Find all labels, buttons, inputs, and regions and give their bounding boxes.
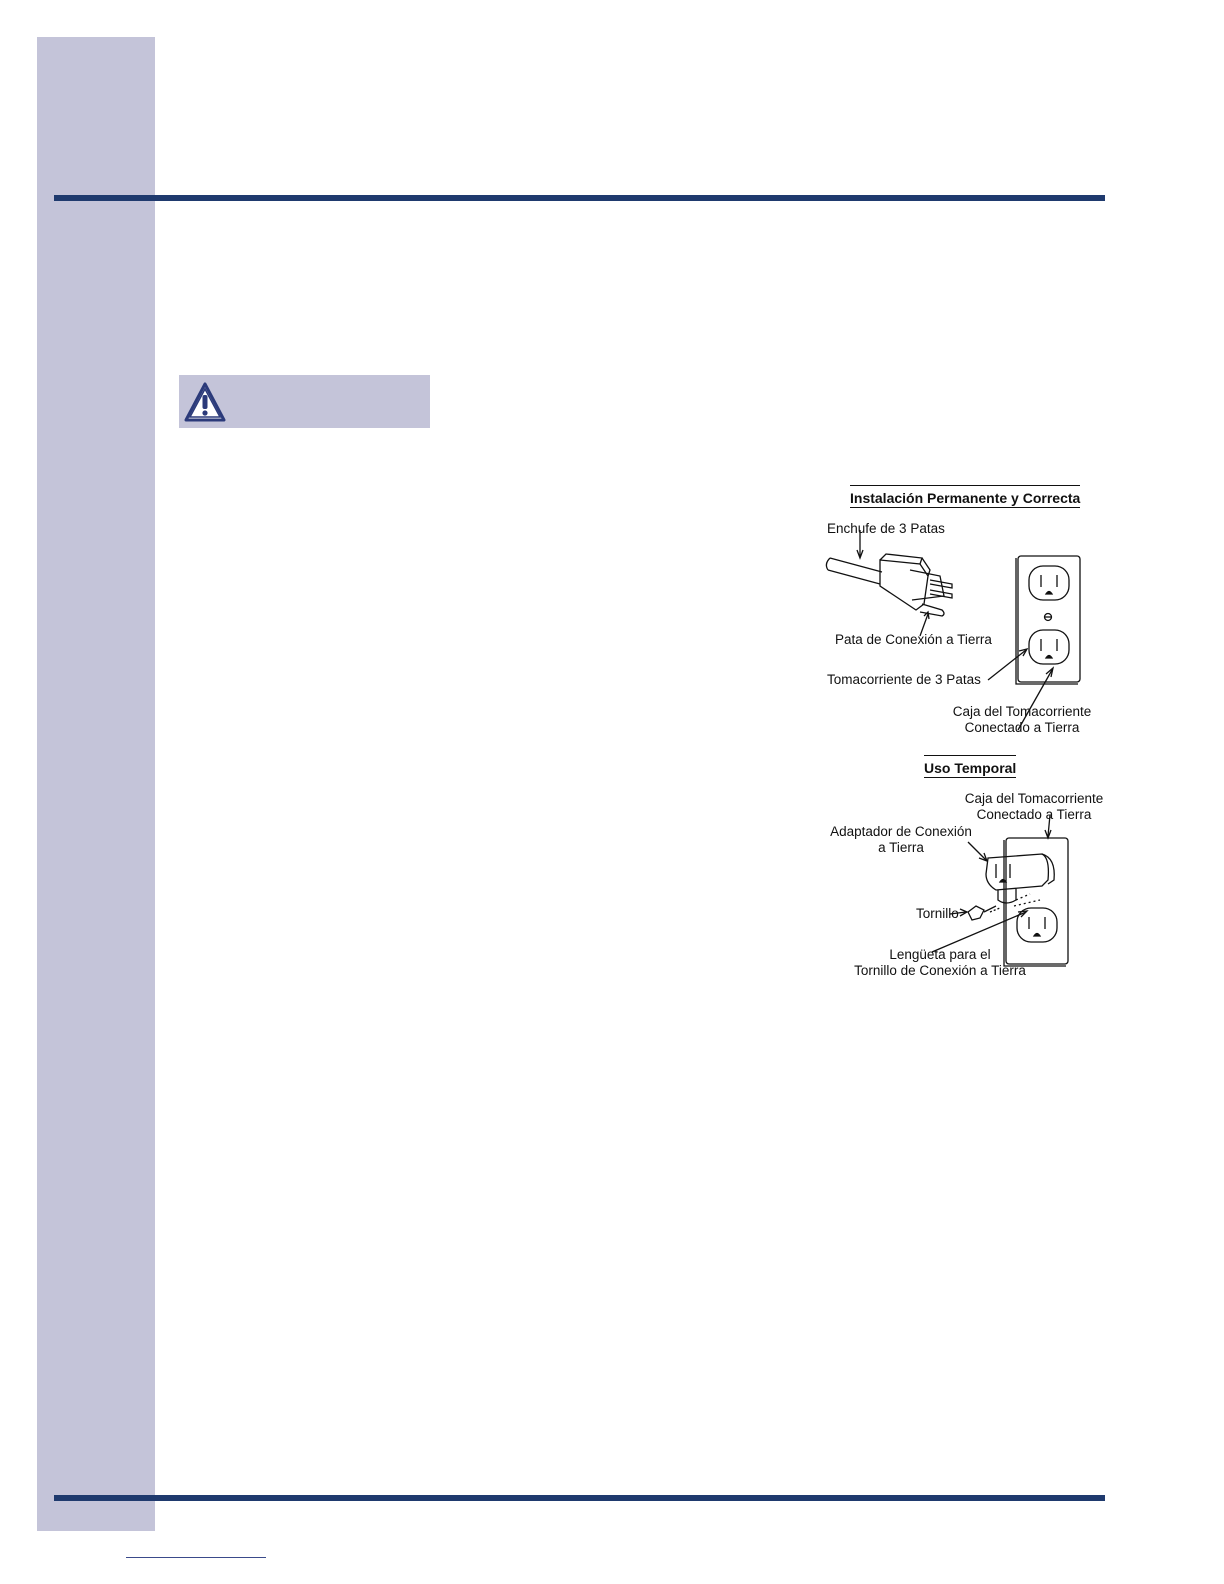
header-rule: [54, 195, 1105, 201]
outlet-box-label-line1: Caja del Tomacorriente: [952, 704, 1092, 719]
adapter-label-line2: a Tierra: [878, 840, 924, 855]
footer-rule: [54, 1495, 1105, 1501]
temp-outlet-box-label-line1: Caja del Tomacorriente: [964, 791, 1104, 806]
warning-banner: [179, 375, 430, 428]
permanent-install-title: Instalación Permanente y Correcta: [850, 490, 1081, 506]
temporary-use-title: Uso Temporal: [924, 760, 1017, 776]
page-sidebar: [37, 37, 155, 1531]
plug-label: Enchufe de 3 Patas: [827, 521, 945, 536]
grounding-diagram: [820, 480, 1120, 1000]
outlet-label: Tomacorriente de 3 Patas: [827, 672, 981, 687]
outlet-box-label-line2: Conectado a Tierra: [964, 720, 1080, 735]
screw-tab-label: [842, 947, 1038, 979]
footer-link-underline: [126, 1557, 266, 1558]
ground-prong-label: Pata de Conexión a Tierra: [835, 632, 992, 647]
warning-triangle-icon: [183, 380, 227, 424]
grounding-diagram-art: [820, 480, 1120, 1000]
screw-tab-label-line2: Tornillo de Conexión a Tierra: [854, 963, 1026, 978]
screw-tab-label-line1: Lengüeta para el: [889, 947, 991, 962]
temp-outlet-box-label-line2: Conectado a Tierra: [976, 807, 1092, 822]
temp-outlet-box-label: [958, 791, 1110, 823]
outlet-box-label: [946, 704, 1098, 736]
adapter-label: [826, 824, 976, 856]
screw-label: Tornillo: [916, 906, 959, 921]
adapter-label-line1: Adaptador de Conexión: [830, 824, 972, 839]
